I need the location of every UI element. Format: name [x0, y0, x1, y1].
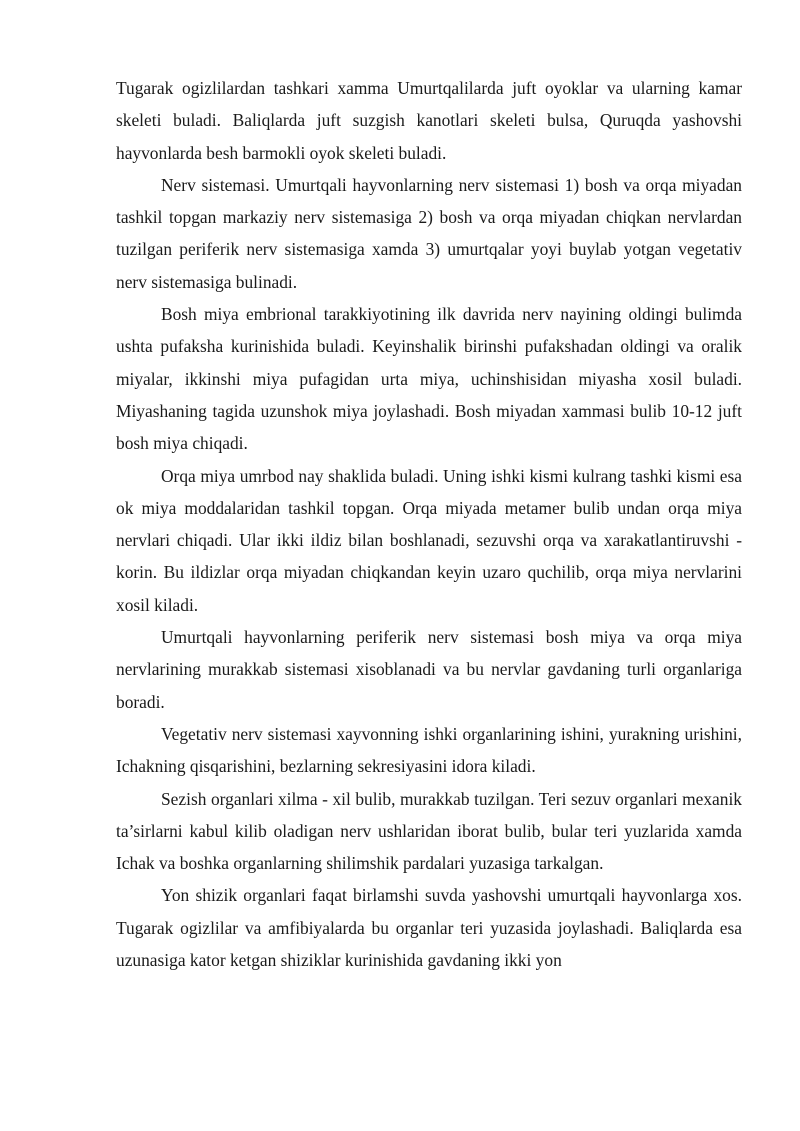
paragraph-brain-development: Bosh miya embrional tarakkiyotining ilk davrida nerv nayining oldingi bulimda ushta pufaksha kurinishida buladi. Keyinshalik birinshi pufakshadan oldingi va oralik miyalar, ikkinshi miya pufagidan urta miya, uchinshisidan miyasha xosil buladi. Miyashaning tagida uzunshok miya joylashadi. Bosh miyadan xammasi bulib 10-12 juft bosh miya chiqadi.	[116, 304, 742, 454]
paragraph-peripheral-nerves: Umurtqali hayvonlarning periferik nerv sistemasi bosh miya va orqa miya nervlarining murakkab sistemasi xisoblanadi va bu nervlar gavdaning turli organlariga boradi.	[116, 627, 742, 712]
paragraph-lateral-line: Yon shizik organlari faqat birlamshi suvda yashovshi umurtqali hayvonlarga xos. Tugarak ogizlilar va amfibiyalarda bu organlar teri yuzasida joylashadi. Baliqlarda esa uzunasiga kator ketgan shiziklar kurinishida gavdaning ikki yon	[116, 885, 742, 971]
paragraph-limb-skeleton: Tugarak ogizlilardan tashkari xamma Umurtqalilarda juft oyoklar va ularning kamar skeleti buladi. Baliqlarda juft suzgish kanotlari skeleti bulsa, Quruqda yashovshi hayvonlarda besh barmokli oyok skeleti buladi.	[116, 78, 742, 163]
paragraph-vegetative-system: Vegetativ nerv sistemasi xayvonning ishki organlarining ishini, yurakning urishini, Ichakning qisqarishini, bezlarning sekresiyasini idora kiladi.	[116, 723, 742, 777]
paragraph-nervous-system: Nerv sistemasi. Umurtqali hayvonlarning nerv sistemasi 1) bosh va orqa miyadan tashkil topgan markaziy nerv sistemasiga 2) bosh va orqa miyadan chiqkan nervlardan tuzilgan periferik nerv sistemasiga xamda 3) umurtqalar yoyi buylab yotgan vegetativ nerv sistemasiga bulinadi.	[116, 174, 742, 292]
paragraph-spinal-cord: Orqa miya umrbod nay shaklida buladi. Uning ishki kismi kulrang tashki kismi esa ok miya moddalaridan tashkil topgan. Orqa miyada metamer bulib undan orqa miya nervlari chiqadi. Ular ikki ildiz bilan boshlanadi, sezuvshi orqa va xarakatlantiruvshi - korin. Bu ildizlar orqa miyadan chiqkandan keyin uzaro quchilib, orqa miya nervlarini xosil kiladi.	[116, 465, 742, 615]
paragraph-sense-organs: Sezish organlari xilma - xil bulib, murakkab tuzilgan. Teri sezuv organlari mexanik ta’sirlarni kabul kilib oladigan nerv ushlaridan iborat bulib, bular teri yuzlarida xamda Ichak va boshka organlarning shilimshik pardalari yuzasiga tarkalgan.	[116, 788, 742, 874]
